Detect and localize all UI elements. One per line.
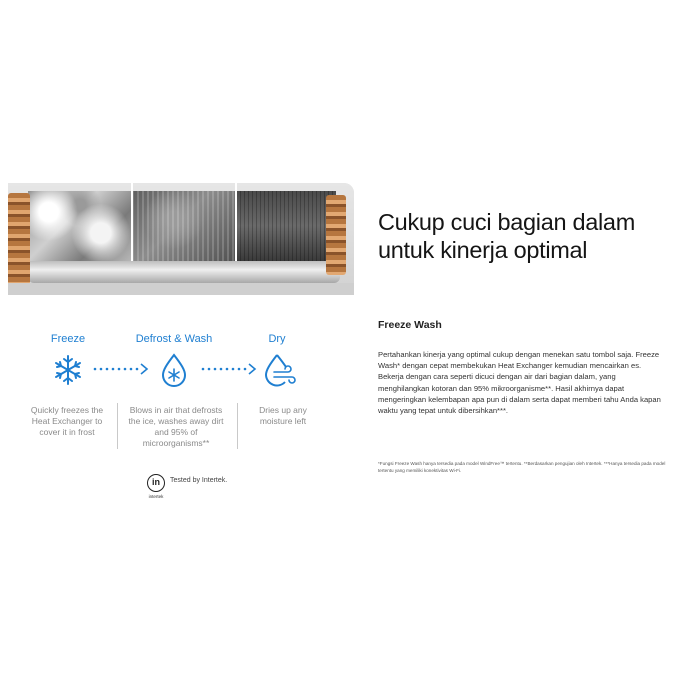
unit-base [8,283,354,295]
step-separator [117,403,118,449]
dotted-arrow-icon [200,362,258,376]
copper-pipes-left [8,193,30,285]
step-separator [237,403,238,449]
step-title-defrost-wash: Defrost & Wash [135,333,213,345]
water-drop-snowflake-icon [157,352,191,388]
footnote: *Fungsi Freeze Wash hanya tersedia pada model WindFree™ tertentu. **Berdasarkan pengujian oleh Intertek. ***Hanya tersedia pada model tertentu yang memiliki konektivitas Wi-Fi. [378,461,666,473]
step-description-freeze: Quickly freezes the Heat Exchanger to cover it in frost [30,405,104,437]
step-title-dry: Dry [268,333,286,345]
snowflake-icon [51,352,85,388]
copper-pipes-right [326,195,346,275]
step-title-freeze: Freeze [50,333,86,345]
heat-exchanger-washing-panel [132,191,236,261]
ac-unit-illustration [8,183,354,295]
step-description-defrost-wash: Blows in air that defrosts the ice, washes away dirt and 95% of microorganisms** [128,405,224,448]
step-description-dry: Dries up any moisture left [259,405,307,426]
body-text: Pertahankan kinerja yang optimal cukup dengan menekan satu tombol saja. Freeze Wash* dengan cepat membekukan Heat Exchanger kemudian mencairkan es. Bekerja dengan cara seperti dicuci dengan air dari bagian dalam, yang menghilangkan kotoran dan 95% mikroorganisme**. Hasil akhirnya dapat mengeringkan kelembapan apa pun di dalam serta dapat memberi tahu Anda kapan waktu yang tepat untuk dibersihkan***. [378,350,661,416]
headline: Cukup cuci bagian dalam untuk kinerja optimal [378,209,635,263]
unit-coil [28,261,340,283]
tested-by-intertek-text: Tested by Intertek. [170,477,228,484]
heat-exchanger-dry-panel [236,191,336,261]
water-drop-wind-icon [262,352,296,388]
dotted-arrow-icon [92,362,150,376]
subheading: Freeze Wash [378,319,442,331]
intertek-logo-icon: in [147,474,165,492]
intertek-logo-caption: intertek [148,494,164,499]
heat-exchanger-frozen-panel [28,191,132,261]
